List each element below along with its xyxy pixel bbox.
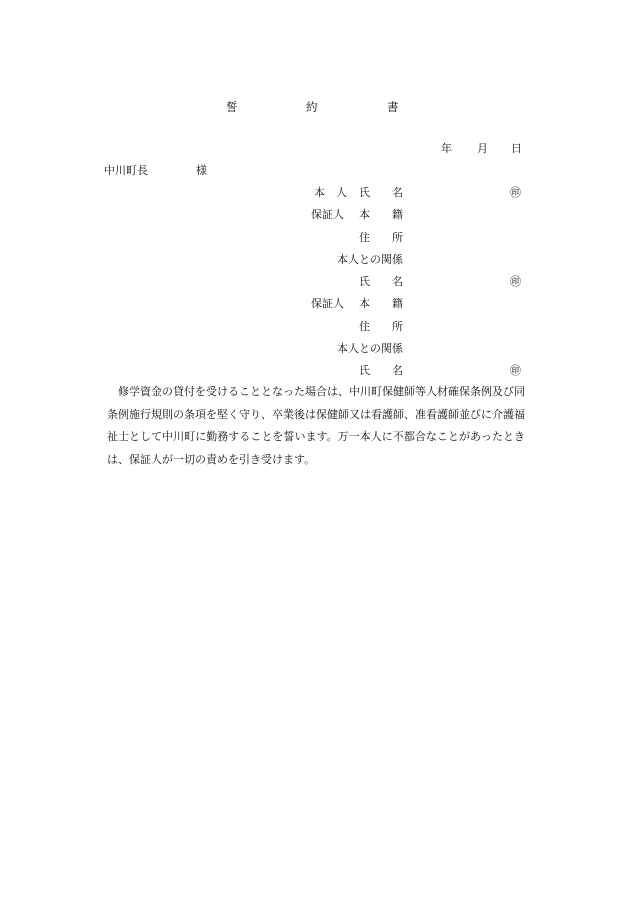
addressee-name: 中川町長 bbox=[104, 164, 148, 177]
principal-name-label: 氏 名 bbox=[359, 186, 403, 199]
guarantor-2-name-label: 氏 名 bbox=[359, 364, 403, 377]
guarantor-2-domicile-label: 本 籍 bbox=[359, 297, 403, 310]
guarantor-1-domicile-label: 本 籍 bbox=[359, 208, 403, 221]
pledge-paragraph: 修学資金の貸付を受けることとなった場合は、中川町保健師等人材確保条例及び同条例施行規則の条項を堅く守り、卒業後は保健師又は看護師、准看護師並びに介護福祉士として中川町に勤務することを誓います。万一本人に不都合なことがあったときは、保証人が一切の責めを引き受けます。 bbox=[107, 385, 525, 466]
guarantor-2-seal: ㊞ bbox=[510, 364, 521, 377]
guarantor-2-relation-label: 本人との関係 bbox=[337, 342, 403, 355]
guarantor-1-relation-label: 本人との関係 bbox=[337, 253, 403, 266]
guarantor-1-seal: ㊞ bbox=[510, 275, 521, 288]
date-day: 日 bbox=[511, 142, 522, 155]
title-char-2: 約 bbox=[306, 100, 318, 114]
guarantor-2-label: 保証人 bbox=[311, 297, 344, 310]
date-month: 月 bbox=[477, 142, 488, 155]
principal-seal: ㊞ bbox=[510, 186, 521, 199]
title-char-1: 誓 bbox=[226, 100, 238, 114]
guarantor-1-name-label: 氏 名 bbox=[359, 275, 403, 288]
guarantor-1-address-label: 住 所 bbox=[359, 231, 403, 244]
addressee-honorific: 様 bbox=[196, 164, 207, 177]
guarantor-1-label: 保証人 bbox=[311, 208, 344, 221]
principal-label: 本 人 bbox=[314, 186, 347, 199]
title-char-3: 書 bbox=[387, 100, 399, 114]
guarantor-2-address-label: 住 所 bbox=[359, 320, 403, 333]
date-year: 年 bbox=[441, 142, 452, 155]
